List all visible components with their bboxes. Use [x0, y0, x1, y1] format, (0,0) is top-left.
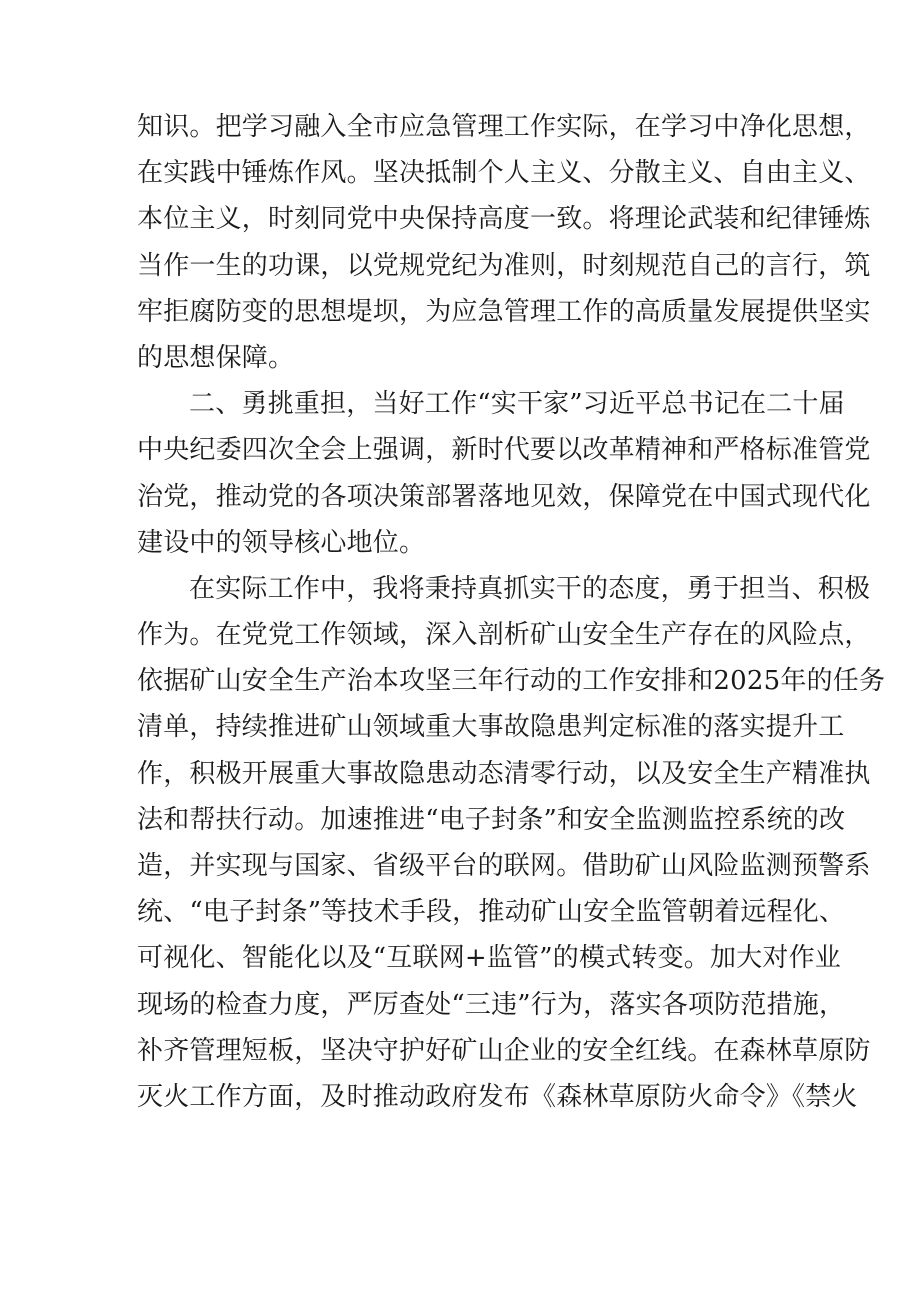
text-line: 造，并实现与国家、省级平台的联网。借助矿山风险监测预警系: [137, 851, 871, 881]
text-line: 在实践中锤炼作风。坚决抵制个人主义、分散主义、自由主义、: [137, 158, 871, 189]
text-line: 在实际工作中，我将秉持真抓实干的态度，勇于担当、积极: [189, 573, 871, 604]
text-line: 现场的检查力度，严厉查处“三违”行为，落实各项防范措施，: [137, 989, 846, 1020]
text-line: 中央纪委四次全会上强调，新时代要以改革精神和严格标准管党: [137, 435, 871, 466]
text-line: 依据矿山安全生产治本攻坚三年行动的工作安排和2025年的任务: [137, 666, 886, 697]
text-line: 统、“电子封条”等技术手段，推动矿山安全监管朝着远程化、: [137, 897, 846, 928]
text-line: 法和帮扶行动。加速推进“电子封条”和安全监测监控系统的改: [137, 804, 846, 835]
text-line: 牢拒腐防变的思想堤坝，为应急管理工作的高质量发展提供坚实: [137, 296, 871, 327]
paragraph-2: [137, 381, 871, 566]
text-line: 知识。把学习融入全市应急管理工作实际，在学习中净化思想，: [137, 112, 871, 142]
text-line: 的思想保障。: [137, 342, 295, 373]
body-text: [137, 104, 886, 1120]
text-line: 清单，持续推进矿山领域重大事故隐患判定标准的落实提升工: [137, 712, 845, 743]
section-heading-line: 二、勇挑重担，当好工作“实干家”习近平总书记在二十届: [189, 389, 845, 420]
paragraph-3: [137, 566, 886, 1120]
text-line: 作，积极开展重大事故隐患动态清零行动，以及安全生产精准执: [137, 758, 871, 789]
text-line: 治党，推动党的各项决策部署落地见效，保障党在中国式现代化: [137, 481, 871, 512]
text-line: 作为。在党党工作领域，深入剖析矿山安全生产存在的风险点，: [137, 620, 871, 651]
text-line: 补齐管理短板，坚决守护好矿山企业的安全红线。在森林草原防: [137, 1035, 871, 1066]
text-line: 本位主义，时刻同党中央保持高度一致。将理论武装和纪律锤炼: [137, 204, 871, 235]
paragraph-1: [137, 104, 871, 381]
text-line: 可视化、智能化以及“互联网+监管”的模式转变。加大对作业: [137, 943, 841, 974]
text-line: 建设中的领导核心地位。: [137, 527, 426, 558]
text-line: 灭火工作方面，及时推动政府发布《森林草原防火命令》《禁火: [137, 1081, 858, 1112]
text-line: 当作一生的功课，以党规党纪为准则，时刻规范自己的言行，筑: [137, 250, 871, 281]
